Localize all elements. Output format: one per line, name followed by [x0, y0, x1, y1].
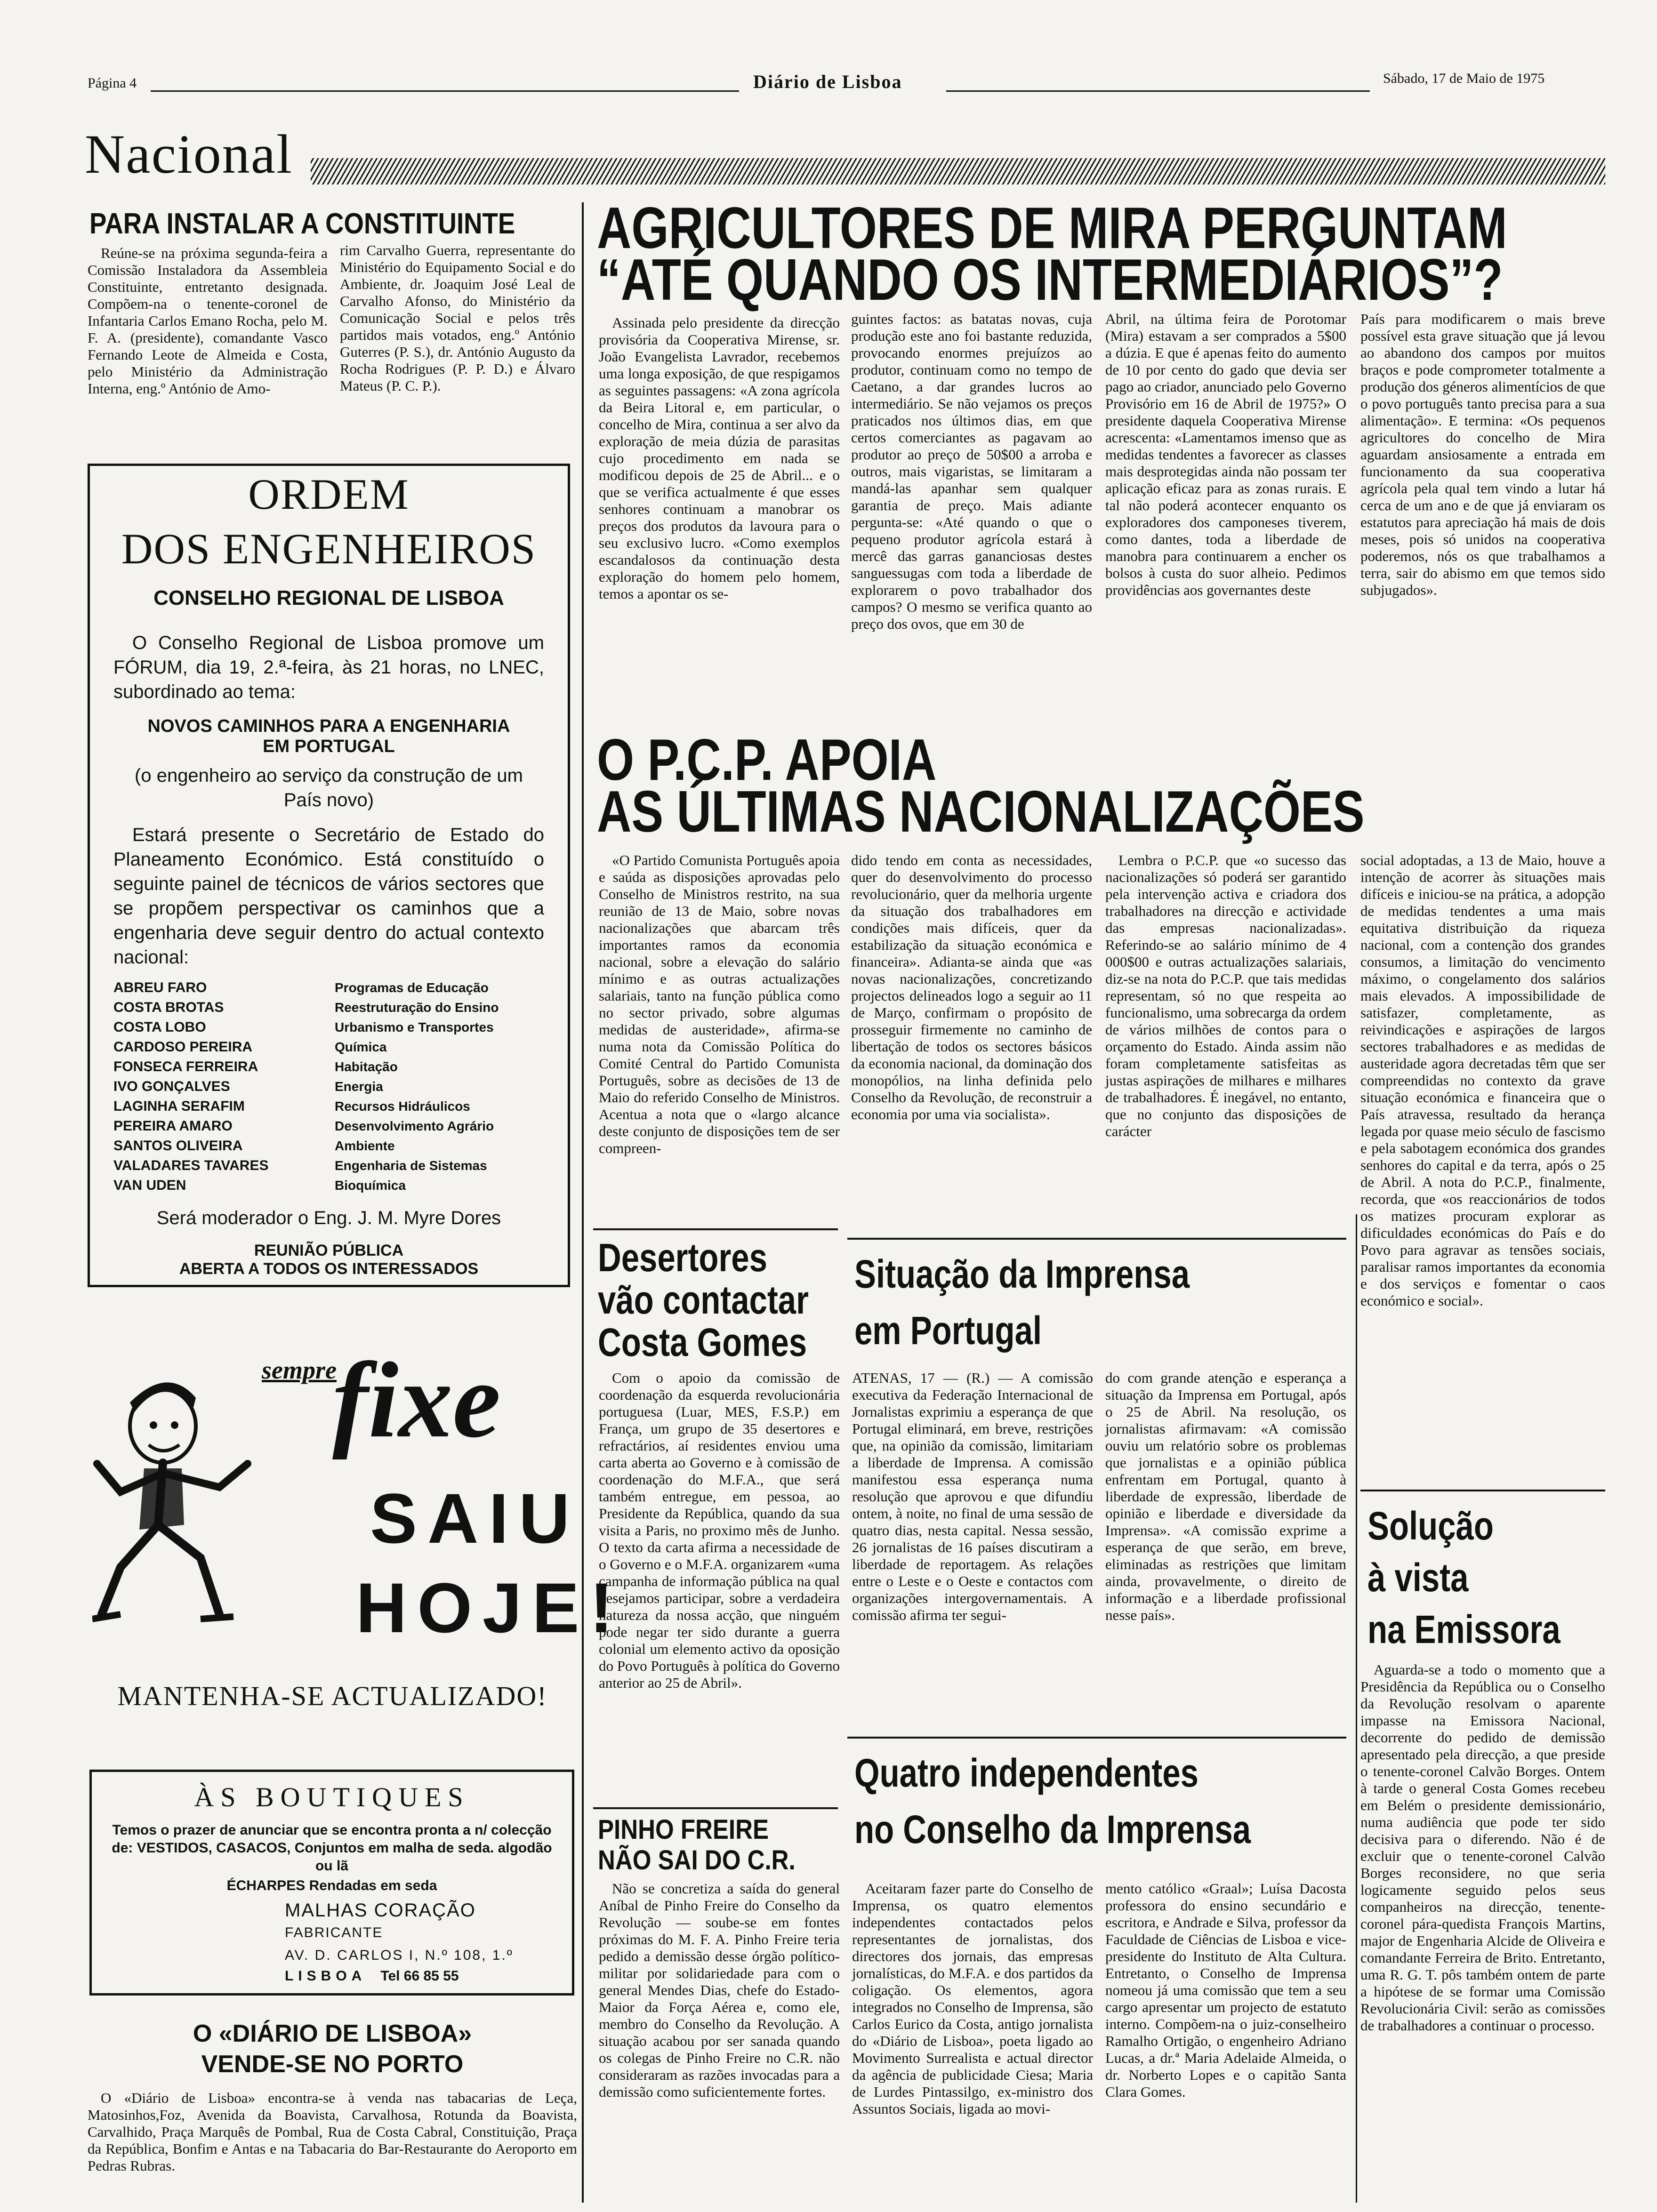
porto-headline: VENDE-SE NO PORTO	[201, 2051, 464, 2078]
mira-col-3	[1105, 311, 1346, 601]
article-text: Lembra o P.C.P. que «o sucesso das nacionalizações só poderá ser garantido pela intervenção activa e criadora dos trabalhadores na direcção e actividade das empresas nacionalizadas». Referindo-se ao salário mínimo de 4 000$00 e outras actualizações salariais, diz-se na nota do P.C.P. que tais medidas representam, só no que respeita ao funcionalismo, uma sobrecarga da ordem de vários milhões de contos para o orçamento do Estado. Ainda assim não foram completamente satisfeitas as justas aspirações de milhares e milhares de trabalhadores. É inegável, no entanto, que no conjunto das disposições de carácter	[1105, 852, 1346, 1139]
pcp-col-2	[851, 852, 1092, 1125]
quatro-col-1	[852, 1880, 1093, 2119]
panel-member-area: Química	[335, 1040, 387, 1054]
article-text: Com o apoio da comissão de coordenação da esquerda revolucionária portuguesa (Luar, MES, F.S.P.) em França, um grupo de 35 desertores e refractários, aí residentes enviou uma carta aberta ao Governo e à comissão de coordenação do M.F.A., que será também entregue, em pessoa, ao Presidente da República, quando da sua visita a Paris, no proximo mês de Junho. O texto da carta afirma a necessidade de o Governo e o M.F.A. organizarem «uma campanha de informação pública na qual desejamos participar, sobre a verdadeira natureza da nossa acção, que ninguém pode negar ter sido durante a guerra colonial um elemento activo da oposição do Povo Português à política do Governo anterior ao 25 de Abril».	[599, 1370, 840, 1691]
mira-headline: AGRICULTORES DE MIRA PERGUNTAM	[597, 196, 1507, 261]
ad-intro: O Conselho Regional de Lisboa promove um FÓRUM, dia 19, 2.ª-feira, às 21 horas, no LNEC, subordinado ao tema:	[113, 633, 544, 702]
solucao-headline: à vista	[1367, 1555, 1469, 1600]
ad-meeting: REUNIÃO PÚBLICA	[254, 1242, 404, 1259]
boutiques-shop: MALHAS CORAÇÃO	[285, 1900, 476, 1921]
article-text: Reúne-se na próxima segunda-feira a Comissão Instaladora da Assembleia Constituinte, entretanto designada. Compõem-na o tenente-coronel de Infantaria Carlos Emano Rocha, pelo M. F. A. (presidente), comandante Vasco Fernando Leote de Almeida e Costa, pelo Ministério da Administração Interna, eng.º António de Amo-	[88, 245, 328, 397]
panel-member-area: Reestruturação do Ensino	[335, 1000, 499, 1015]
panel-member-name: LAGINHA SERAFIM	[113, 1098, 245, 1114]
panel-row	[113, 978, 568, 998]
panel-row	[113, 1037, 568, 1057]
panel-member-area: Recursos Hidráulicos	[335, 1099, 470, 1114]
fixe-ad	[88, 1340, 624, 1835]
ad-title: DOS ENGENHEIROS	[121, 525, 536, 573]
column-divider	[582, 202, 584, 2203]
dancing-man-illustration	[92, 1370, 299, 1633]
mira-col-1	[599, 314, 840, 604]
desertores-headline: vão contactar	[598, 1278, 809, 1322]
article-text: O «Diário de Lisboa» encontra-se à venda nas tabacarias de Leça, Matosinhos,Foz, Avenida da Boavista, Carvalhosa, Rotunda da Boavista, Carvalhido, Praça Marquês de Pombal, Rua de Costa Cabral, Constituição, Praça da República, Bonfim e Antas e na Tabacaria do Bar-Restaurante do Aeroporto em Pedras Rubras.	[88, 2090, 577, 2174]
panel-member-area: Desenvolvimento Agrário	[335, 1119, 494, 1133]
quatro-headline: no Conselho da Imprensa	[854, 1807, 1251, 1851]
panel-member-name: IVO GONÇALVES	[113, 1079, 230, 1094]
pcp-headline: O P.C.P. APOIA	[597, 728, 937, 793]
panel-member-name: FONSECA FERREIRA	[113, 1059, 258, 1074]
ad-theme: EM PORTUGAL	[263, 737, 395, 756]
panel-member-area: Engenharia de Sistemas	[335, 1158, 487, 1173]
section-title: Nacional	[85, 123, 293, 185]
solucao-headline: Solução	[1367, 1504, 1494, 1548]
article-text: social adoptadas, a 13 de Maio, houve a intenção de acorrer às situações mais difíceis e iniciou-se na prática, a adopção de medidas tendentes a uma mais equitativa distribuição da riqueza nacional, com a contenção dos grandes consumos, a limitação do vencimento máximo, o congelamento dos salários mais elevados. A impossibilidade de satisfazer, completamente, as reivindicações e aspirações de largos sectores trabalhadores e as medidas de austeridade agora decretadas têm que ser compreendidas no contexto da grave situação económica e financeira que o País atravessa, resultado da herança legada por quase meio século de fascismo e pela sabotagem económica dos grandes senhores do capital e da terra, após o 25 de Abril. A nota do P.C.P., finalmente, recorda, que «os reaccionários de todos os matizes procuram explorar as dificuldades económicas do País e do Povo para agravar as tensões sociais, paralisar ramos importantes da economia e dos serviços e fomentar o caos económico e social».	[1360, 852, 1605, 1309]
article-rule	[1360, 1490, 1605, 1491]
ad-theme: NOVOS CAMINHOS PARA A ENGENHARIA	[147, 716, 510, 736]
article-text: guintes factos: as batatas novas, cuja produção este ano foi bastante reduzida, provocando enormes prejuízos ao produtor, continuam como no tempo de Caetano, a dar grandes lucros ao intermediário. Se não vejamos os preços praticados nos últimos dias, em que certos comerciantes as pagavam ao produtor ao preço de 50$00 a arroba e outros, mais vigaristas, se limitaram a mandá-las apanhar sem qualquer garantia de preço. Mais adiante pergunta-se: «Até quando o que o pequeno produtor agrícola estará à mercê das garras gananciosas destes sanguessugas com toda a liberdade de explorarem o povo trabalhador dos campos? O mesmo se verifica quanto ao preço dos ovos, que em 30 de	[851, 311, 1092, 632]
pcp-col-1	[599, 852, 840, 1159]
panel-member-name: COSTA LOBO	[113, 1019, 206, 1035]
imprensa-headline: em Portugal	[854, 1308, 1042, 1353]
header-rule-right	[946, 90, 1370, 92]
boutiques-fabricante: FABRICANTE	[285, 1925, 383, 1940]
boutiques-city: LISBOA	[285, 1968, 367, 1984]
article-rule	[593, 1228, 838, 1230]
imprensa-col-2	[1105, 1370, 1346, 1626]
ordem-engenheiros-ad	[88, 464, 570, 1287]
newspaper-name: Diário de Lisboa	[753, 71, 902, 92]
panel-member-name: VALADARES TAVARES	[113, 1158, 269, 1173]
boutiques-title: ÀS BOUTIQUES	[194, 1782, 470, 1812]
article-text: «O Partido Comunista Português apoia e saúda as disposições aprovadas pelo Conselho de Ministros restrito, na sua reunião de 13 de Maio, sobre novas nacionalizações que abarcam três importantes ramos da economia nacional, sobre a elevação do salário mínimo e as outras actualizações salariais, tanto na função pública como no sector privado, sobre algumas medidas de austeridade», afirma-se numa nota da Comissão Política do Comité Central do Partido Comunista Português, sobre as decisões de 13 de Maio do referido Conselho de Ministros. Acentua a nota que o «largo alcance deste conjunto de disposições tem de ser compreen-	[599, 852, 840, 1156]
boutiques-ad	[89, 1770, 574, 1996]
article-text: Aguarda-se a todo o momento que a Presidência da República ou o Conselho da Revolução resolvam o aparente impasse na Emissora Nacional, decorrente do pedido de demissão apresentado pela direcção, a que preside o tenente-coronel Calvão Borges. Ontem à tarde o general Costa Gomes recebeu em Belém o presidente demissionário, numa audiência que pode ter sido decisiva para o diferendo. Não é de excluir que o tenente-coronel Calvão Borges reconsidere, no que seria logicamente seguido pelos seus companheiros na direcção, tenente-coronel pára-quedista François Martins, major de Engenharia Alcide de Oliveira e comandante Ferreira de Brito. Entretanto, uma R. G. T. pôs também ontem de parte a hipótese de se formar uma Comissão Revolucionária Civil: serão as comissões de trabalhadores a continuar o processo.	[1360, 1661, 1605, 2034]
quatro-headline: Quatro independentes	[854, 1751, 1199, 1795]
header-rule-left	[151, 90, 739, 92]
panel-member-name: CARDOSO PEREIRA	[113, 1039, 253, 1055]
constituinte-col-1	[88, 245, 328, 399]
panel-row	[113, 1077, 568, 1097]
article-text: dido tendo em conta as necessidades, quer do desenvolvimento do processo revolucionário, quer da melhoria urgente da situação dos trabalhadores em condições mais difíceis, quer da estabilização da situação económica e financeira». Adianta-se ainda que «as novas nacionalizações, concretizando projectos delineados logo a seguir ao 11 de Março, confirmam o propósito de prosseguir firmemente no caminho de libertação de todos os sectores básicos da economia nacional, da dominação dos monopólios, na linha definida pelo Conselho da Revolução, de reconstruir a economia por uma via socialista».	[851, 852, 1092, 1122]
quatro-col-2	[1105, 1880, 1346, 2102]
mira-col-4	[1360, 311, 1605, 601]
panel-member-name: ABREU FARO	[113, 980, 207, 995]
panel-member-area: Programas de Educação	[335, 980, 489, 995]
saiu-text: SAIU	[370, 1479, 580, 1558]
panel-member-name: VAN UDEN	[113, 1178, 186, 1193]
sempre-label: sempre	[262, 1356, 337, 1384]
ad-open: ABERTA A TODOS OS INTERESSADOS	[179, 1260, 479, 1278]
ad-theme-sub: (o engenheiro ao serviço da construção de um País novo)	[135, 765, 523, 810]
desertores-headline: Desertores	[598, 1235, 767, 1280]
fixe-logo: fixe	[332, 1340, 501, 1460]
column-divider	[1356, 1214, 1357, 2203]
panel-member-area: Energia	[335, 1079, 383, 1094]
hoje-text: HOJE!	[356, 1568, 624, 1647]
desertores-headline: Costa Gomes	[598, 1320, 807, 1364]
panel-row	[113, 1057, 568, 1077]
article-text: ATENAS, 17 — (R.) — A comissão executiva da Federação Internacional de Jornalistas exprimiu a esperança de que Portugal eliminará, em breve, restrições que, na opinião da comissão, limitariam a liberdade de Imprensa. A comissão manifestou essa esperança numa resolução que aprovou e que difundiu ontem, à noite, no final de uma sessão de quatro dias, nesta capital. Nessa sessão, 26 jornalistas de 16 países discutiram a liberdade de reportagem. As relações entre o Leste e o Oeste e contactos com organizações intergovernamentais. A comissão afirma ter segui-	[852, 1370, 1093, 1623]
panel-row	[113, 1136, 568, 1156]
ad-presence: Estará presente o Secretário de Estado do Planeamento Económico. Está constituído o seguinte painel de técnicos de vários sectores que se propõem perspectivar os caminhos que a engenharia deve seguir dentro do actual contexto nacional:	[113, 825, 544, 968]
constituinte-headline: PARA INSTALAR A CONSTITUINTE	[89, 208, 515, 240]
article-text: Assinada pelo presidente da direcção provisória da Cooperativa Mirense, sr. João Evangelista Lavrador, recebemos uma longa exposição, de que respigamos as seguintes passagens: «A zona agrícola da Beira Litoral e, em particular, o concelho de Mira, continua a ser alvo da exploração de meia dúzia de parasitas cujo procedimento em nada se modificou depois de 25 de Abril... e o que se verifica actualmente é que esses senhores continuam a manobrar os preços dos produtos da lavoura para o seu exclusivo lucro. «Como exemplos escandalosos da continuação desta exploração do homem pelo homem, temos a apontar os se-	[599, 314, 840, 602]
constituinte-col-2	[340, 242, 575, 396]
pinho-headline: NÃO SAI DO C.R.	[598, 1845, 796, 1875]
solucao-headline: na Emissora	[1367, 1607, 1560, 1651]
ad-subtitle: CONSELHO REGIONAL DE LISBOA	[153, 586, 504, 609]
porto-body	[88, 2090, 577, 2176]
boutiques-text: Temos o prazer de anunciar que se encontra pronta a n/ colecção de: VESTIDOS, CASACOS, Conjuntos em malha de seda. algodão ou lã	[112, 1822, 552, 1874]
panel-member-area: Urbanismo e Transportes	[335, 1020, 494, 1034]
pinho-headline: PINHO FREIRE	[598, 1814, 769, 1845]
pcp-col-4	[1360, 852, 1605, 1311]
panel-row	[113, 1176, 568, 1195]
panel-member-area: Habitação	[335, 1059, 398, 1074]
pcp-col-3	[1105, 852, 1346, 1142]
boutiques-contact	[285, 1967, 572, 1985]
solucao-body	[1360, 1661, 1605, 2036]
boutiques-tel: Tel 66 85 55	[380, 1968, 459, 1984]
page-number: Página 4	[88, 75, 137, 91]
article-rule	[593, 1807, 838, 1809]
boutiques-echarpes: ÉCHARPES Rendadas em seda	[226, 1878, 437, 1893]
panel-member-name: PEREIRA AMARO	[113, 1118, 233, 1134]
panel-row	[113, 998, 568, 1018]
panel-member-area: Ambiente	[335, 1138, 395, 1153]
article-text: mento católico «Graal»; Luísa Dacosta professora do ensino secundário e escritora, e Andrade e Silva, professor da Faculdade de Ciências de Lisboa e vice-presidente do Instituto de Alta Cultura. Entretanto, o Conselho de Imprensa nomeou já uma comissão que tem a seu cargo apresentar um projecto de estatuto interno. Compõem-na o juiz-conselheiro Ramalho Ortigão, o engenheiro Adriano Lucas, a dr.ª Maria Adelaide Almeida, o dr. Norberto Lopes e o capitão Santa Clara Gomes.	[1105, 1880, 1346, 2100]
fixe-slogan: MANTENHA-SE ACTUALIZADO!	[117, 1681, 547, 1711]
boutiques-address: AV. D. CARLOS I, N.º 108, 1.º	[285, 1948, 514, 1963]
panel-row	[113, 1097, 568, 1116]
imprensa-col-1	[852, 1370, 1093, 1626]
desertores-body	[599, 1370, 840, 1693]
ad-title: ORDEM	[248, 470, 410, 518]
article-rule	[847, 1238, 1346, 1240]
panel-member-name: COSTA BROTAS	[113, 1000, 224, 1015]
article-rule	[847, 1737, 1346, 1739]
panel-row	[113, 1018, 568, 1037]
panel-member-name: SANTOS OLIVEIRA	[113, 1138, 243, 1154]
article-text: Abril, na última feira de Porotomar (Mira) estavam a ser comprados a 5$00 a dúzia. E que é apenas feito do aumento de 10 por cento do gado que devia ser pago ao criador, anunciado pelo Governo Provisório em 16 de Abril de 1975?» O presidente daquela Cooperativa Mirense acrescenta: «Lamentamos imenso que as medidas tendentes a favorecer as classes mais desprotegidas ainda não possam ter aplicação eficaz para as zonas rurais. E tal não poderá acontecer enquanto os exploradores dos camponeses tiverem, como dantes, toda a liberdade de manobra para continuarem a encher os bolsos à custa do suor alheio. Pedimos providências aos governantes deste	[1105, 311, 1346, 598]
article-text: rim Carvalho Guerra, representante do Ministério do Equipamento Social e do Ambiente, dr. Joaquim José Leal de Carvalho Afonso, do Ministério da Comunicação Social e pelos três partidos mais votados, eng.º António Guterres (P. S.), dr. António Augusto da Rocha Rodrigues (P. P. D.) e Álvaro Mateus (P. C. P.).	[340, 242, 575, 394]
panel-row	[113, 1156, 568, 1176]
imprensa-headline: Situação da Imprensa	[854, 1252, 1190, 1296]
section-hatch-rule	[311, 158, 1605, 184]
article-text: Aceitaram fazer parte do Conselho de Imprensa, os quatro elementos independentes contactados pelos representantes de jornalistas, dos directores dos jornais, das empresas jornalísticas, do M.F.A. e dos partidos da coligação. Os elementos, agora integrados no Conselho de Imprensa, são Carlos Eurico da Costa, antigo jornalista do «Diário de Lisboa», poeta ligado ao Movimento Surrealista e actual director da agência de publicidade Ciesa; Maria de Lurdes Pintassilgo, ex-ministro dos Assuntos Sociais, ligada ao movi-	[852, 1880, 1093, 2117]
pinho-body	[599, 1880, 840, 2102]
page-date: Sábado, 17 de Maio de 1975	[1383, 71, 1545, 86]
article-text: País para modificarem o mais breve possível esta grave situação que já levou ao abandono dos campos por muitos braços e pode comprometer totalmente a produção dos géneros alimentícios de que o povo português tanto precisa para a sua alimentação». E termina: «Os pequenos agricultores do concelho de Mira aguardam ansiosamente a entrada em funcionamento da sua cooperativa agrícola pela qual tem vindo a lutar há cerca de um ano e de que já enviaram os estatutos para apreciação há mais de dois meses, pois só unidos na cooperativa poderemos, nós os que trabalhamos a terra, sair do abismo em que temos sido subjugados».	[1360, 311, 1605, 598]
porto-headline: O «DIÁRIO DE LISBOA»	[193, 2020, 472, 2047]
article-text: do com grande atenção e esperança a situação da Imprensa em Portugal, após o 25 de Abril. Na resolução, os jornalistas afirmavam: «A comissão ouviu um relatório sobre os problemas que jornalistas e a opinião pública enfrentam em Portugal, quanto à liberdade de expressão, liberdade de opinião e liberdade e diversidade da Imprensa». «A comissão exprime a esperança de que serão, em breve, eliminadas as restrições que limitam ainda, provavelmente, o direito de informação e a liberdade profissional nesse país».	[1105, 1370, 1346, 1623]
mira-col-2	[851, 311, 1092, 634]
panel-row	[113, 1116, 568, 1136]
panel-member-area: Bioquímica	[335, 1178, 406, 1193]
pcp-headline: AS ÚLTIMAS NACIONALIZAÇÕES	[597, 779, 1365, 844]
mira-headline: “ATÉ QUANDO OS INTERMEDIÁRIOS”?	[597, 248, 1503, 313]
article-text: Não se concretiza a saída do general Aníbal de Pinho Freire do Conselho da Revolução — soube-se em fontes próximas do M. F. A. Pinho Freire teria pedido a demissão desse órgão político-militar por solidariedade para com o general Mendes Dias, chefe do Estado-Maior da Força Aérea e, como ele, membro do Conselho da Revolução. A situação acabou por ser sanada quando os colegas de Pinho Freire no C.R. não consideraram as razões invocadas para a demissão como suficientemente fortes.	[599, 1880, 840, 2100]
ad-moderator: Será moderador o Eng. J. M. Myre Dores	[156, 1208, 501, 1228]
panel-list	[113, 978, 568, 1195]
